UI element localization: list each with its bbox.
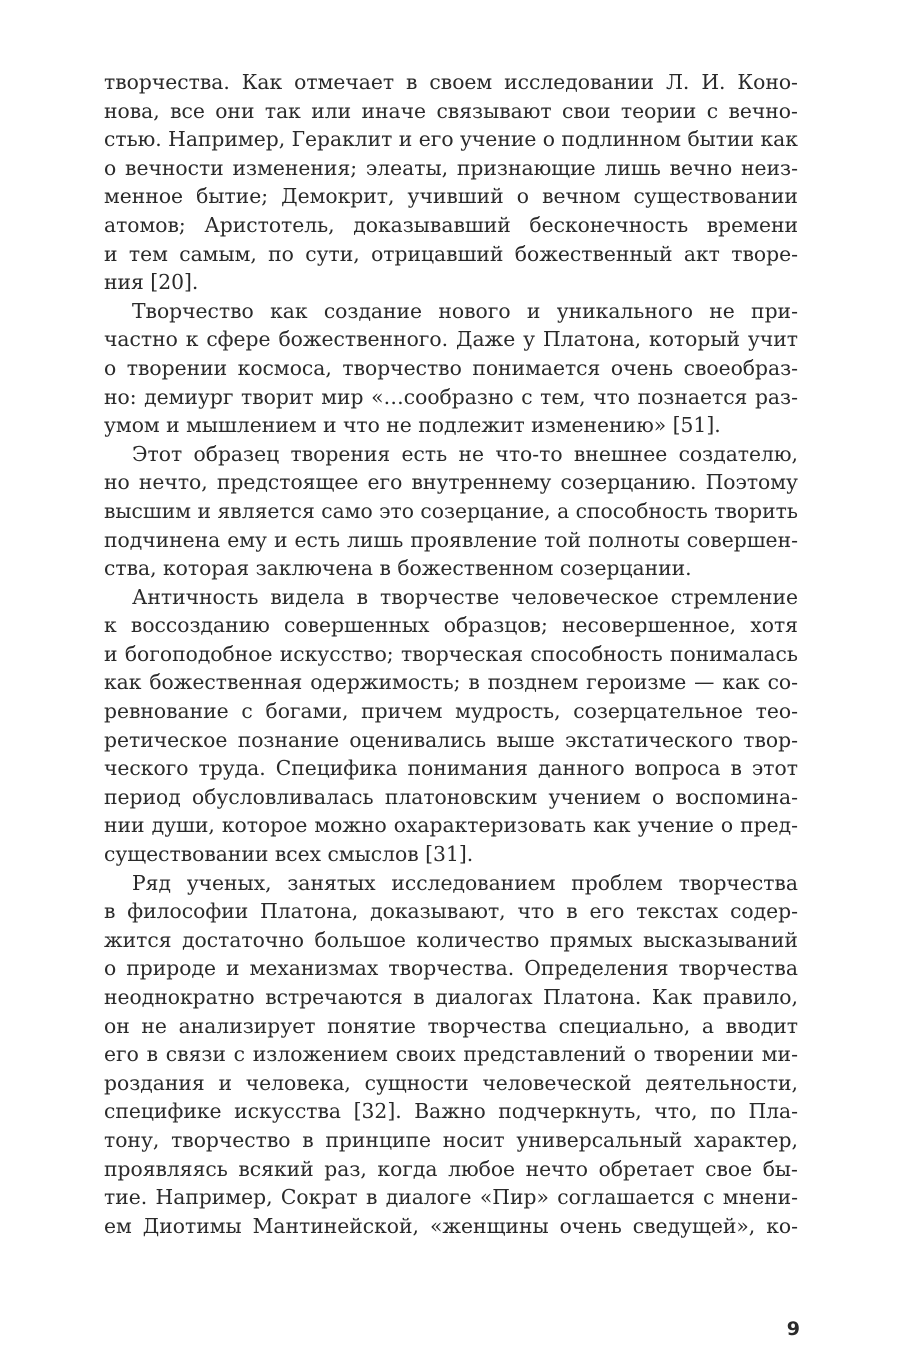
text-line: существовании всех смыслов [31]. (104, 842, 474, 867)
page-number: 9 (786, 1318, 800, 1340)
paragraph (104, 440, 798, 583)
text-line: к воссозданию совершенных образцов; несовершенное, хотя (104, 613, 798, 638)
text-line: частно к сфере божественного. Даже у Платона, который учит (104, 327, 798, 352)
text-line: он не анализирует понятие творчества специально, а вводит (104, 1013, 798, 1038)
text-line: высшим и является само это созерцание, а способность творить (104, 498, 798, 523)
text-line: и богоподобное искусство; творческая способность понималась (104, 641, 798, 666)
text-line: ния [20]. (104, 270, 199, 295)
text-line: ретическое познание оценивались выше экстатического твор- (104, 727, 798, 752)
text-line: проявляясь всякий раз, когда любое нечто обретает свое бы- (104, 1156, 798, 1181)
text-line: ревнование с богами, причем мудрость, созерцательное тео- (104, 699, 798, 724)
text-line: нии души, которое можно охарактеризовать как учение о пред- (104, 813, 798, 838)
text-line: период обусловливалась платоновским учением о воспомина- (104, 784, 798, 809)
text-line: ства, которая заключена в божественном созерцании. (104, 556, 692, 581)
text-line: о вечности изменения; элеаты, признающие лишь вечно неиз- (104, 155, 798, 180)
text-line: специфике искусства [32]. Важно подчеркнуть, что, по Пла- (104, 1099, 798, 1124)
text-line: нова, все они так или иначе связывают свои теории с вечно- (104, 98, 798, 123)
text-line: в философии Платона, доказывают, что в его текстах содер- (104, 899, 798, 924)
text-line: менное бытие; Демокрит, учивший о вечном существовании (104, 184, 798, 209)
text-line: атомов; Аристотель, доказывавший бесконечность времени (104, 212, 798, 237)
paragraph (104, 869, 798, 1241)
paragraph (104, 297, 798, 440)
text-line: неоднократно встречаются в диалогах Платона. Как правило, (104, 985, 798, 1009)
text-line: ем Диотимы Мантинейской, «женщины очень сведущей», ко- (104, 1213, 798, 1238)
text-line: о природе и механизмах творчества. Определения творчества (104, 956, 798, 981)
text-line: как божественная одержимость; в позднем героизме — как со- (104, 670, 798, 695)
text-line: жится достаточно большое количество прямых высказываний (104, 927, 798, 952)
paragraph (104, 583, 798, 869)
text-line: тону, творчество в принципе носит универсальный характер, (104, 1127, 798, 1152)
text-line: подчинена ему и есть лишь проявление той полноты совершен- (104, 527, 798, 552)
text-line: Античность видела в творчестве человеческое стремление (132, 584, 798, 609)
paragraph (104, 68, 798, 297)
text-line: о творении космоса, творчество понимается очень своеобраз- (104, 355, 798, 380)
text-line: творчества. Как отмечает в своем исследовании Л. И. Коно- (104, 70, 798, 94)
text-line: Этот образец творения есть не что-то внешнее создателю, (132, 441, 798, 466)
text-line: и тем самым, по сути, отрицавший божественный акт творе- (104, 241, 798, 266)
text-line: Творчество как создание нового и уникального не при- (132, 298, 798, 323)
text-line: Ряд ученых, занятых исследованием проблем творчества (132, 870, 798, 895)
text-line: умом и мышлением и что не подлежит изменению» [51]. (104, 413, 721, 438)
text-line: тие. Например, Сократ в диалоге «Пир» соглашается с мнени- (104, 1185, 798, 1210)
text-line: ческого труда. Специфика понимания данного вопроса в этот (104, 756, 798, 781)
text-line: стью. Например, Гераклит и его учение о подлинном бытии как (104, 127, 798, 152)
body-text (104, 68, 798, 1240)
text-line: роздания и человека, сущности человеческой деятельности, (104, 1070, 798, 1095)
text-line: его в связи с изложением своих представлений о творении ми- (104, 1042, 798, 1067)
text-line: но нечто, предстоящее его внутреннему созерцанию. Поэтому (104, 470, 798, 495)
text-line: но: демиург творит мир «…сообразно с тем, что познается раз- (104, 384, 798, 409)
